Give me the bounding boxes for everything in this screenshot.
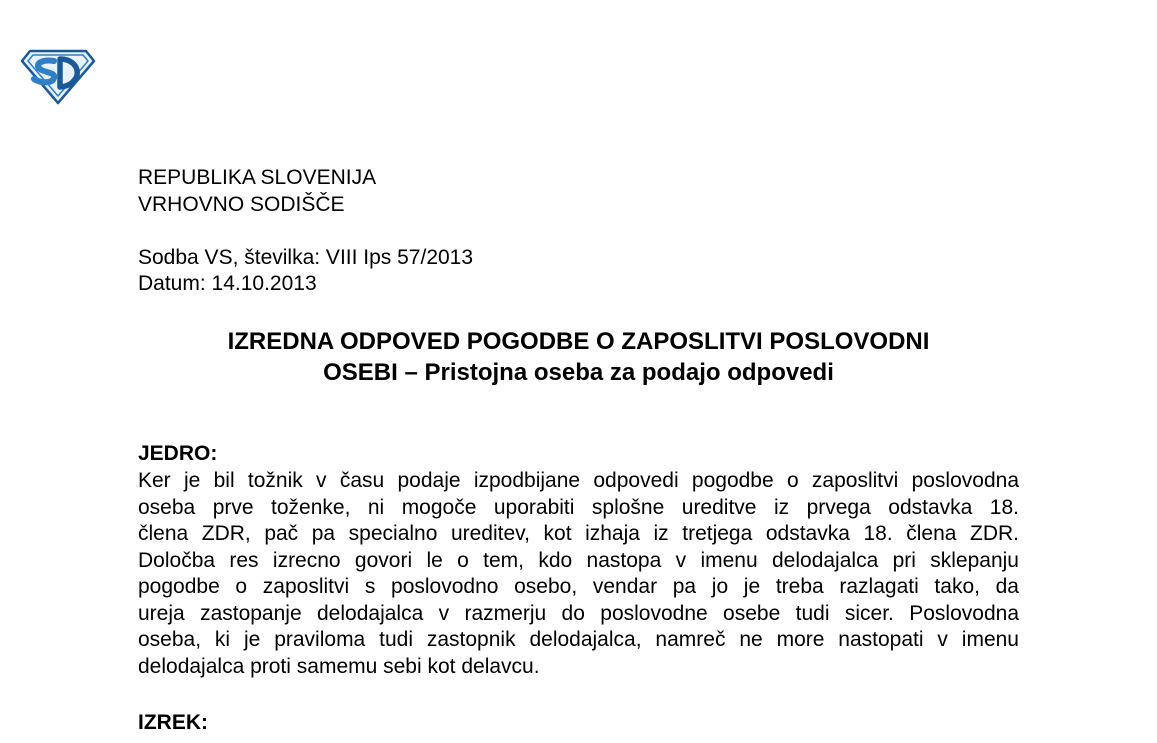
jedro-line: Določba res izrecno govori le o tem, kdo nastopa v imenu delodajalca pri sklepanju (138, 548, 1019, 572)
document-title-line-2: OSEBI – Pristojna oseba za podajo odpovedi (323, 359, 834, 386)
court-logo-icon (20, 47, 96, 105)
jedro-line: pogodbe o zaposlitvi s poslovodno osebo, vendar pa jo je treba razlagati tako, da (138, 575, 1019, 598)
jedro-line: Ker je bil tožnik v času podaje izpodbijane odpovedi pogodbe o zaposlitvi poslovodna (138, 469, 1019, 492)
document-title-line-1: IZREDNA ODPOVED POGODBE O ZAPOSLITVI POSLOVODNI (227, 328, 930, 355)
jedro-line: delodajalca proti samemu sebi kot delavcu. (138, 654, 540, 678)
jedro-line: člena ZDR, pač pa specialno ureditev, kot izhaja iz tretjega odstavka 18. člena ZDR. (138, 522, 1019, 545)
case-date: Datum: 14.10.2013 (138, 272, 317, 295)
jedro-heading: JEDRO: (138, 442, 218, 465)
case-number: Sodba VS, številka: VIII Ips 57/2013 (138, 246, 474, 269)
jedro-line: ureja zastopanje delodajalca v razmerju do poslovodne osebe tudi sicer. Poslovodna (138, 601, 1019, 625)
jedro-line: oseba prve toženke, ni mogoče uporabiti splošne ureditve iz prvega odstavka 18. (138, 495, 1019, 519)
jedro-line: oseba, ki je praviloma tudi zastopnik delodajalca, namreč ne more nastopati v imenu (138, 628, 1019, 651)
jedro-paragraph (138, 468, 1019, 680)
country-name: REPUBLIKA SLOVENIJA (138, 166, 377, 189)
court-name: VRHOVNO SODIŠČE (138, 193, 345, 216)
izrek-heading: IZREK: (138, 711, 208, 734)
